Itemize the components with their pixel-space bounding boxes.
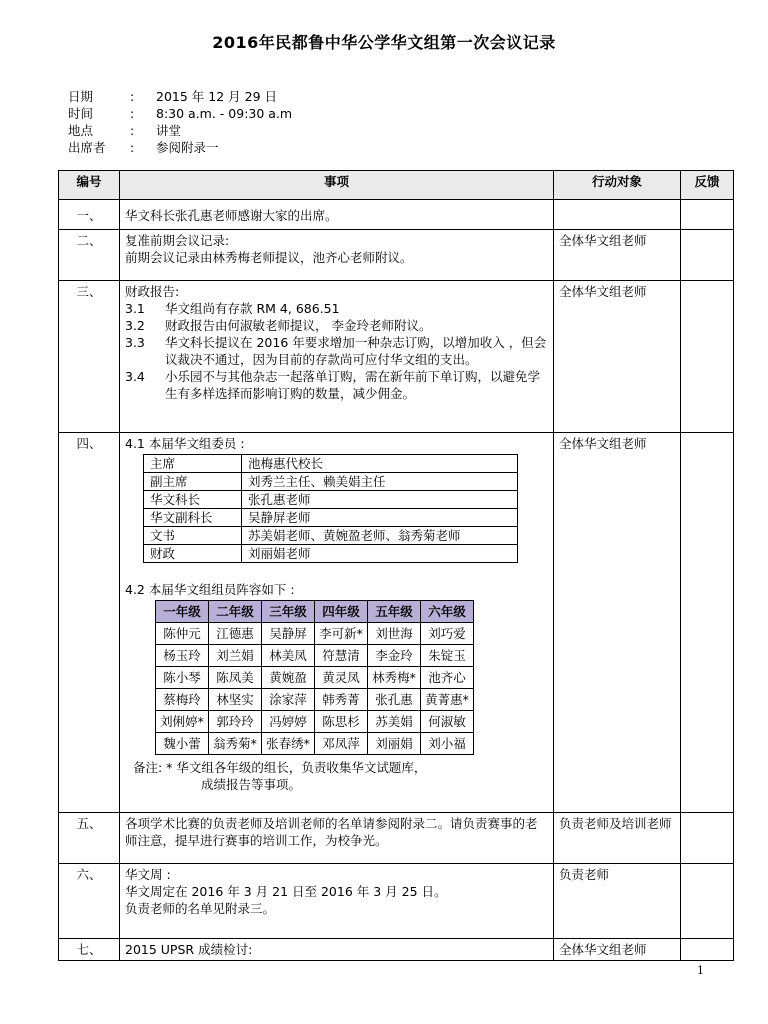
member-cell: 苏美娟 [368,711,421,733]
table-row [59,281,734,433]
row-number: 五、 [59,813,120,864]
item-text: 财政报告由何淑敏老师提议， 李金玲老师附议。 [165,318,432,333]
member-cell: 陈思杉 [315,711,368,733]
info-label: 日期 [68,89,94,104]
committee-role: 华文科长 [144,491,242,509]
committee-row [144,509,518,527]
members-table [155,600,474,755]
member-cell: 江德惠 [209,623,262,645]
header-row [59,171,734,200]
row-number: 三、 [59,281,120,433]
member-cell: 涂家萍 [262,689,315,711]
row-item [120,433,554,813]
info-colon: : [130,106,135,121]
member-cell: 韩秀菁 [315,689,368,711]
member-cell: 林坚实 [209,689,262,711]
member-row [156,623,474,645]
item-line: 复准前期会议记录: [125,233,230,248]
row-number: 一、 [59,200,120,230]
document-title: 2016年民都鲁中华公学华文组第一次会议记录 [212,33,556,52]
info-venue [68,122,292,139]
member-cell: 杨玉玲 [156,645,209,667]
member-cell: 邓凤萍 [315,733,368,755]
grade-header: 六年级 [421,601,474,623]
grade-header: 四年级 [315,601,368,623]
member-row [156,667,474,689]
member-row [156,645,474,667]
member-cell: 符慧清 [315,645,368,667]
item-line: 负责老师的名单见附录三。 [125,901,276,916]
committee-role: 主席 [144,455,242,473]
members-note-cont: 成绩报告等事项。 [201,777,302,792]
member-cell: 黄菁惠* [421,689,474,711]
row-action: 全体华文组老师 [554,281,681,433]
info-value: 讲堂 [156,123,182,138]
info-colon: : [130,89,135,104]
member-cell: 刘世海 [368,623,421,645]
row-feedback [681,281,734,433]
member-cell: 刘小福 [421,733,474,755]
member-cell: 翁秀菊* [209,733,262,755]
item-number: 3.3 [125,335,145,350]
member-row [156,711,474,733]
members-note: 备注: * 华文组各年级的组长，负责收集华文试题库， [133,760,427,775]
item-line: 华文周 : [125,867,171,882]
committee-row [144,545,518,563]
page-number: 1 [697,964,704,977]
committee-row [144,473,518,491]
row-number: 七、 [59,939,120,961]
table-row [59,433,734,813]
row-action [554,200,681,230]
item-number: 3.4 [125,369,145,384]
item-line: 前期会议记录由林秀梅老师提议，池齐心老师附议。 [125,250,413,265]
row-item: 各项学术比赛的负责老师及培训老师的名单请参阅附录二。请负责赛事的老师注意，提早进行赛事的培训工作，为校争光。 [120,813,554,864]
committee-row [144,491,518,509]
committee-row [144,527,518,545]
finance-item [125,368,548,402]
member-cell: 池齐心 [421,667,474,689]
committee-name: 刘秀兰主任、赖美娟主任 [242,473,518,491]
member-cell: 李可新* [315,623,368,645]
row-action: 全体华文组老师 [554,230,681,281]
member-cell: 刘巧爱 [421,623,474,645]
row-feedback [681,813,734,864]
row-feedback [681,939,734,961]
row-feedback [681,433,734,813]
grade-header: 五年级 [368,601,421,623]
member-cell: 刘丽娟 [368,733,421,755]
committee-table [143,454,518,563]
row-action: 负责老师及培训老师 [554,813,681,864]
member-cell: 刘兰娟 [209,645,262,667]
info-value: 8:30 a.m. - 09:30 a.m [156,106,293,121]
item-line: 华文周定在 2016 年 3 月 21 日至 2016 年 3 月 25 日。 [125,884,447,899]
info-time [68,105,292,122]
table-row [59,813,734,864]
grade-header: 二年级 [209,601,262,623]
info-label: 地点 [68,123,94,138]
info-label: 时间 [68,106,94,121]
committee-role: 华文副科长 [144,509,242,527]
row-action: 负责老师 [554,864,681,939]
item-text: 华文科长提议在 2016 年要求增加一种杂志订购，以增加收入 ，但会议裁决不通过，因为目前的存款尚可应付华文组的支出。 [165,335,547,367]
committee-role: 财政 [144,545,242,563]
member-cell: 林美凤 [262,645,315,667]
finance-item [125,334,548,368]
member-row [156,733,474,755]
info-date [68,88,292,105]
row-item [120,230,554,281]
table-row [59,939,734,961]
row-item [120,864,554,939]
member-cell: 刘俐婷* [156,711,209,733]
member-cell: 朱锭玉 [421,645,474,667]
member-cell: 冯婷婷 [262,711,315,733]
committee-role: 副主席 [144,473,242,491]
row-number: 二、 [59,230,120,281]
member-cell: 吴静屏 [262,623,315,645]
member-cell: 蔡梅玲 [156,689,209,711]
info-attendees [68,139,292,156]
committee-name: 刘丽娟老师 [242,545,518,563]
member-cell: 何淑敏 [421,711,474,733]
info-colon: : [130,140,135,155]
info-label: 出席者 [68,140,106,155]
finance-item [125,317,548,334]
meeting-info [68,88,292,156]
member-row [156,689,474,711]
item-text: 小乐园不与其他杂志一起落单订购，需在新年前下单订购，以避免学生有多样选择而影响订购的数量，减少佣金。 [165,369,541,401]
committee-heading: 4.1 本届华文组委员 : [125,436,245,451]
member-cell: 黄婉盈 [262,667,315,689]
item-number: 3.2 [125,318,145,333]
member-cell: 黄灵凤 [315,667,368,689]
member-cell: 郭玲玲 [209,711,262,733]
grade-header: 三年级 [262,601,315,623]
committee-name: 苏美娟老师、黄婉盈老师、翁秀菊老师 [242,527,518,545]
grade-header-row [156,601,474,623]
finance-item [125,300,548,317]
row-item: 2015 UPSR 成绩检讨: [120,939,554,961]
row-item: 华文科长张孔惠老师感谢大家的出席。 [120,200,554,230]
header-no: 编号 [59,171,120,200]
info-value: 参阅附录一 [156,140,219,155]
row-number: 六、 [59,864,120,939]
row-action: 全体华文组老师 [554,939,681,961]
member-cell: 张孔惠 [368,689,421,711]
item-heading: 财政报告: [125,284,180,299]
minutes-table [58,170,734,961]
member-cell: 林秀梅* [368,667,421,689]
committee-role: 文书 [144,527,242,545]
committee-name: 张孔惠老师 [242,491,518,509]
info-value: 2015 年 12 月 29 日 [156,89,277,104]
header-feedback: 反馈 [681,171,734,200]
info-colon: : [130,123,135,138]
row-feedback [681,230,734,281]
member-cell: 李金玲 [368,645,421,667]
item-text: 华文组尚有存款 RM 4, 686.51 [165,301,340,316]
table-row [59,230,734,281]
row-item [120,281,554,433]
row-feedback [681,864,734,939]
member-cell: 陈凤美 [209,667,262,689]
grade-header: 一年级 [156,601,209,623]
committee-name: 吴静屏老师 [242,509,518,527]
committee-row [144,455,518,473]
member-cell: 陈小琴 [156,667,209,689]
row-number: 四、 [59,433,120,813]
row-feedback [681,200,734,230]
header-action: 行动对象 [554,171,681,200]
table-row [59,200,734,230]
member-cell: 张春绣* [262,733,315,755]
row-action: 全体华文组老师 [554,433,681,813]
members-heading: 4.2 本届华文组组员阵容如下 : [125,582,295,597]
member-cell: 陈仲元 [156,623,209,645]
table-row [59,864,734,939]
committee-name: 池梅惠代校长 [242,455,518,473]
header-item: 事项 [120,171,554,200]
member-cell: 魏小蕾 [156,733,209,755]
item-number: 3.1 [125,301,145,316]
